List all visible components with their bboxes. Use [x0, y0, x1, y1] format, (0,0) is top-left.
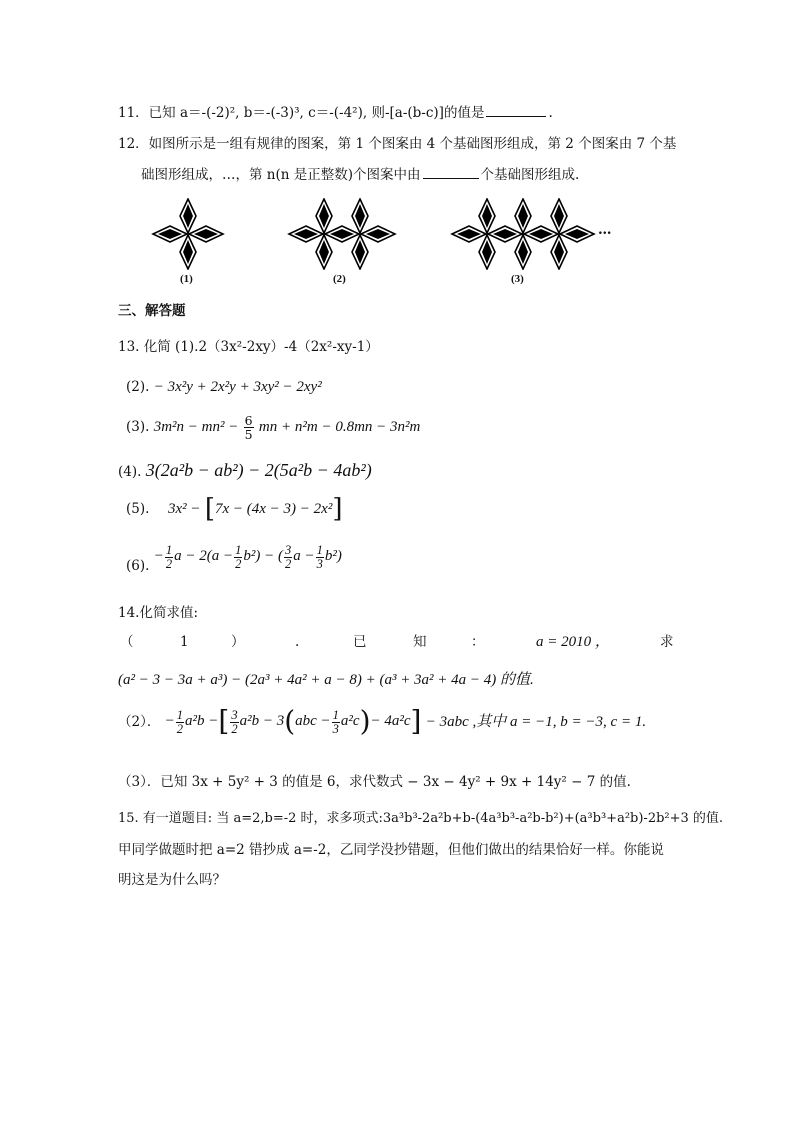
item-label: (2). [126, 379, 150, 395]
expression: 3m²n − mn² − [153, 419, 239, 435]
expression: − 3x²y + 2x²y + 3xy² − 2xy² [153, 379, 322, 395]
expression: 3x² − [168, 501, 201, 517]
question-13-3 [126, 414, 420, 441]
answer-blank [486, 103, 546, 117]
expression: − $\frac{1}{2}$ a²b −[ $\frac{3}{2}$ a²b − 3(abc − $\frac{1}{3}$ a²c)− 4a²c] [164, 705, 422, 738]
figure-label-3: (3) [511, 273, 524, 285]
section-heading: 三、解答题 [118, 303, 186, 319]
answer-blank [423, 165, 479, 179]
expression: 7x − (4x − 3) − 2x² [215, 501, 333, 517]
question-11-text: 11．已知 a＝-(-2)², b＝-(-3)³, c＝-(-4²), 则-[a-(b-c)]的值是 [118, 105, 485, 121]
question-14-1-line2 [118, 670, 534, 690]
item-label: (6). [126, 558, 150, 574]
pattern-figure-2 [286, 198, 398, 270]
period: . [548, 105, 553, 121]
question-15-line2: 甲同学做题时把 a=2 错抄成 a=-2，乙同学没抄错题，但他们做出的结果恰好一样。你能说 [118, 842, 664, 858]
right-bracket: ] [332, 494, 343, 524]
question-15-line1: 15. 有一道题目: 当 a=2,b=-2 时，求多项式:3a³b³-2a²b+b-(4a³b³-a²b-b²)+(a³b³+a²b)-2b²+3 的值. [118, 811, 724, 826]
question-14-head: 14.化简求值: [118, 605, 199, 621]
pattern-figure-3 [449, 198, 599, 270]
question-13-2 [126, 377, 322, 397]
item-label: (4). [118, 464, 142, 480]
fraction: $\frac{6}{5}$ [244, 413, 253, 442]
expression: (a² − 3 − 3a + a³) − (2a³ + 4a² + a − 8) + (a³ + 3a² + 4a − 4) 的值. [118, 672, 534, 688]
figure-label-2: (2) [333, 273, 346, 285]
question-11 [118, 103, 553, 123]
question-13-6 [126, 538, 342, 574]
pattern-figure-1 [150, 198, 226, 270]
expression: 3(2a²b − ab²) − 2(5a²b − 4ab²) [145, 460, 372, 480]
item-label: (5). [126, 501, 150, 517]
item-label: (3). [126, 419, 150, 435]
left-bracket: [ [204, 494, 215, 524]
expression: − $\frac{1}{2}$ a − 2(a − $\frac{1}{2}$ b²) − ( $\frac{3}{2}$ a − $\frac{1}{3}$ b²) [153, 542, 342, 571]
question-12-text: 础图形组成，…，第 n(n 是正整数)个图案中由 [141, 167, 421, 183]
expression: mn + n²m − 0.8mn − 3n²m [258, 419, 421, 435]
question-14-2 [118, 705, 647, 754]
question-13-head: 13. 化简 (1).2（3x²-2xy）-4（2x²-xy-1） [118, 339, 379, 355]
figure-label-1: (1) [180, 273, 193, 285]
question-12-line1: 12．如图所示是一组有规律的图案，第 1 个图案由 4 个基础图形组成，第 2 个图案由 7 个基 [118, 136, 677, 152]
question-12-text-end: 个基础图形组成. [480, 167, 580, 183]
question-13-4 [118, 460, 372, 482]
expression-tail: − 3abc ,其中 a = −1, b = −3, c = 1. [425, 714, 647, 730]
item-label: （2）． [118, 714, 161, 730]
ellipsis: … [598, 222, 612, 238]
question-14-3-text: （3）．已知 3x + 5y² + 3 的值是 6，求代数式 − 3x − 4y² + 9x + 14y² − 7 的值. [118, 774, 631, 790]
question-13-5 [126, 496, 342, 526]
question-14-3 [118, 772, 631, 792]
question-12-line2 [141, 165, 579, 185]
question-15-line3: 明这是为什么吗？ [118, 872, 226, 888]
